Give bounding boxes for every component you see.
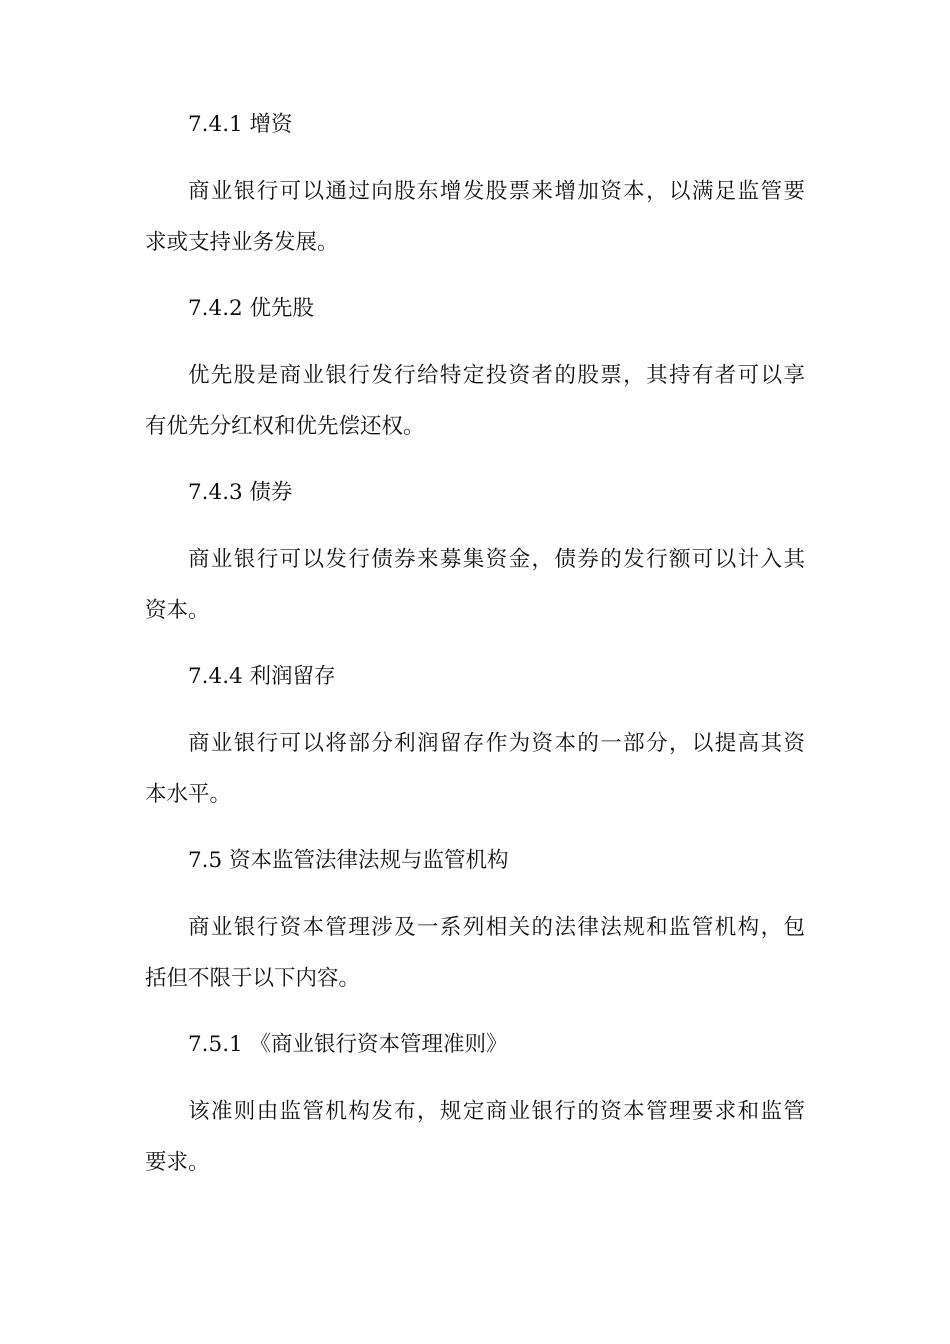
heading-7-5: 7.5 资本监管法律法规与监管机构 — [188, 848, 509, 873]
paragraph-line: 商业银行资本管理涉及一系列相关的法律法规和监管机构，包 — [188, 915, 805, 940]
heading-7-5-1: 7.5.1 《商业银行资本管理准则》 — [188, 1032, 508, 1057]
paragraph-line: 资本。 — [145, 598, 210, 623]
paragraph-line: 该准则由监管机构发布，规定商业银行的资本管理要求和监管 — [188, 1099, 805, 1124]
paragraph-line: 求或支持业务发展。 — [145, 230, 339, 255]
heading-7-4-3: 7.4.3 债券 — [188, 480, 293, 505]
paragraph-line: 括但不限于以下内容。 — [145, 966, 361, 991]
paragraph-line: 优先股是商业银行发行给特定投资者的股票，其持有者可以享 — [188, 363, 805, 388]
heading-7-4-1: 7.4.1 增资 — [188, 112, 293, 137]
paragraph-line: 商业银行可以通过向股东增发股票来增加资本，以满足监管要 — [188, 179, 805, 204]
heading-7-4-2: 7.4.2 优先股 — [188, 296, 315, 321]
paragraph-line: 有优先分红权和优先偿还权。 — [145, 414, 425, 439]
heading-7-4-4: 7.4.4 利润留存 — [188, 664, 336, 689]
paragraph-line: 本水平。 — [145, 782, 232, 807]
paragraph-line: 商业银行可以发行债券来募集资金，债券的发行额可以计入其 — [188, 547, 805, 572]
paragraph-line: 商业银行可以将部分利润留存作为资本的一部分，以提高其资 — [188, 731, 805, 756]
paragraph-line: 要求。 — [145, 1150, 210, 1175]
